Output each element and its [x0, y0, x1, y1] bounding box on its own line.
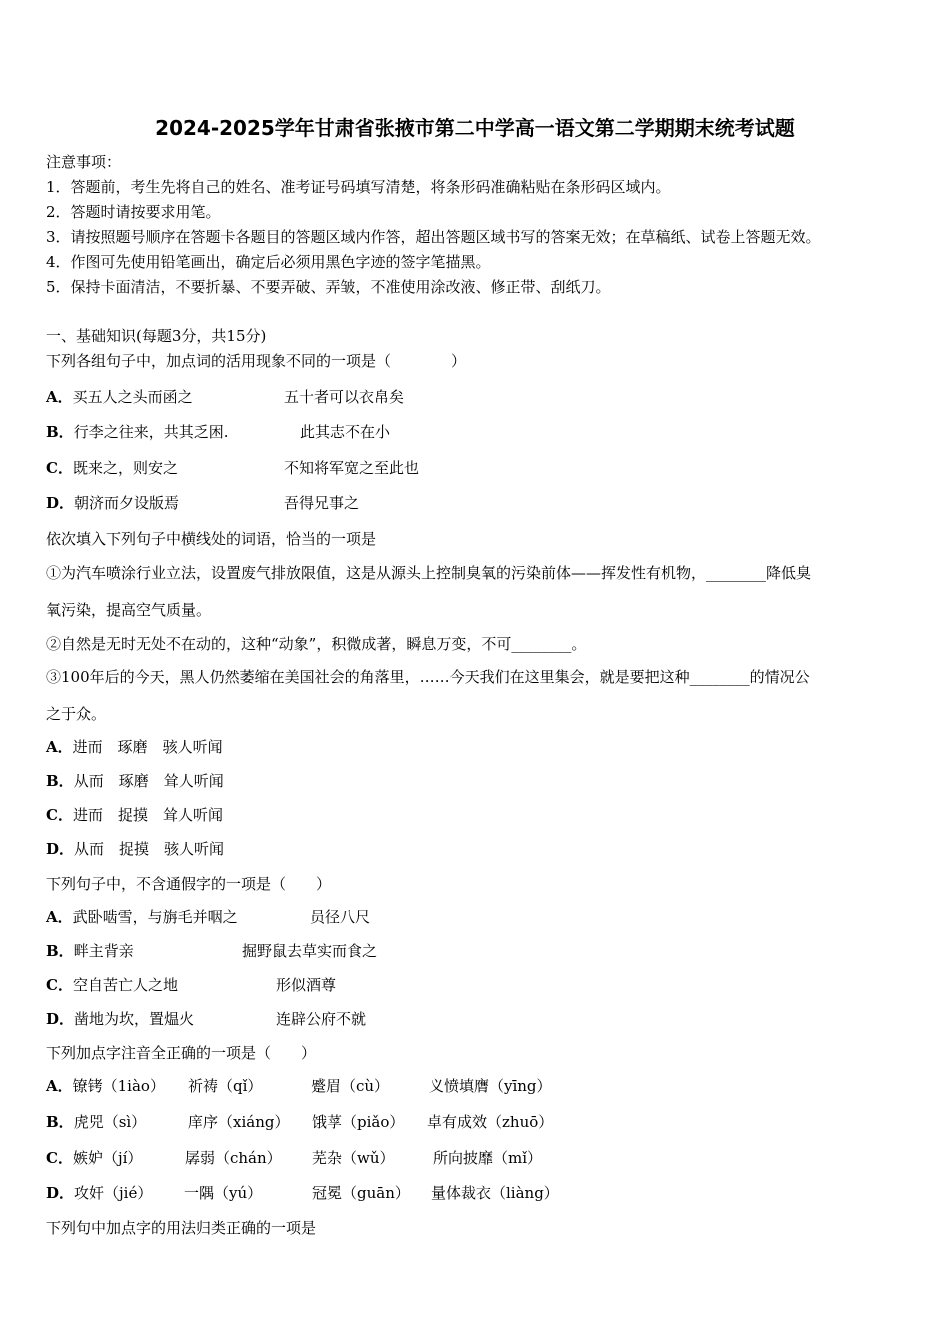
notice-item: 2．答题时请按要求用笔。 [46, 203, 221, 221]
notice-item: 4．作图可先使用铅笔画出，确定后必须用黑色字迹的签字笔描黑。 [46, 253, 491, 271]
option-text: 不知将军宽之至此也 [284, 459, 420, 477]
option-text: 武卧啮雪，与旃毛并咽之 [72, 908, 238, 926]
question-1-option-b [46, 422, 228, 442]
option-label: B． [46, 423, 74, 441]
option-label: B． [46, 772, 74, 790]
notice-item: 1．答题前，考生先将自己的姓名、准考证号码填写清楚，将条形码准确粘贴在条形码区域内。 [46, 178, 671, 196]
option-text: 从而 捉摸 骇人听闻 [74, 840, 225, 858]
option-text: 庠序（xiáng） [188, 1113, 290, 1131]
question-4-stem: 下列加点字注音全正确的一项是（ ） [46, 1044, 317, 1062]
option-label: B． [46, 942, 74, 960]
option-text: 饿莩（piǎo） [312, 1113, 405, 1131]
question-3-option-a [46, 907, 238, 927]
option-label: C． [46, 976, 73, 994]
question-5-stem: 下列句中加点字的用法归类正确的一项是 [46, 1219, 317, 1237]
question-1-option-a [46, 387, 193, 407]
option-label: D． [46, 1010, 75, 1028]
option-text: 蹙眉（cù） [311, 1077, 390, 1095]
option-text: 此其志不在小 [300, 423, 391, 441]
option-text: 一隅（yú） [184, 1184, 263, 1202]
option-text: 形似酒尊 [276, 976, 337, 994]
option-text: 所向披靡（mǐ） [433, 1149, 543, 1167]
option-text: 吾得兄事之 [284, 494, 360, 512]
option-text: 嫉妒（jí） [72, 1149, 143, 1167]
question-3-option-d [46, 1009, 194, 1029]
option-text: 孱弱（chán） [185, 1149, 282, 1167]
question-2-option-b [46, 771, 224, 791]
question-3-option-c [46, 975, 178, 995]
question-1-option-d [46, 493, 179, 513]
question-2-option-a [46, 737, 223, 757]
option-text: 冠冕（guān） [312, 1184, 410, 1202]
option-text: 凿地为坎，置煴火 [74, 1010, 195, 1028]
option-text: 从而 琢磨 耸人听闻 [73, 772, 224, 790]
option-text: 员径八尺 [310, 908, 371, 926]
page-title: 2024-2025学年甘肃省张掖市第二中学高一语文第二学期期末统考试题 [155, 116, 795, 140]
option-text: 进而 捉摸 耸人听闻 [72, 806, 223, 824]
option-text: 畔主背亲 [73, 942, 134, 960]
option-label: A． [46, 388, 73, 406]
option-text: 行李之往来，共其乏困. [73, 423, 229, 441]
option-text: 空自苦亡人之地 [72, 976, 178, 994]
option-label: A． [46, 738, 73, 756]
question-4-option-d [46, 1183, 152, 1203]
option-text: 镣铐（1iào） [72, 1077, 165, 1095]
option-label: C． [46, 1149, 73, 1167]
notice-item: 5．保持卡面清洁，不要折暴、不要弄破、弄皱，不准使用涂改液、修正带、刮纸刀。 [46, 278, 611, 296]
question-1-option-c [46, 458, 178, 478]
option-label: D． [46, 840, 75, 858]
option-text: 掘野鼠去草实而食之 [242, 942, 378, 960]
option-text: 卓有成效（zhuō） [427, 1113, 554, 1131]
option-label: C． [46, 806, 73, 824]
option-label: A． [46, 908, 73, 926]
question-3-stem: 下列句子中，不含通假字的一项是（ ） [46, 875, 332, 893]
option-text: 五十者可以衣帛矣 [284, 388, 405, 406]
option-label: C． [46, 459, 73, 477]
question-3-option-b [46, 941, 134, 961]
option-text: 攻奸（jié） [74, 1184, 153, 1202]
question-2-sentence-3: ③100年后的今天，黑人仍然萎缩在美国社会的角落里，……今天我们在这里集会，就是要把这种________的情况公 [46, 668, 810, 686]
option-text: 祈祷（qǐ） [188, 1077, 263, 1095]
question-4-option-c [46, 1148, 142, 1168]
question-2-sentence-1: ①为汽车喷涂行业立法，设置废气排放限值，这是从源头上控制臭氧的污染前体——挥发性有机物，________降低臭 [46, 564, 812, 582]
option-label: D． [46, 1184, 75, 1202]
option-text: 义愤填膺（yīng） [429, 1077, 552, 1095]
section-heading: 一、基础知识(每题3分，共15分) [46, 327, 267, 345]
question-2-option-c [46, 805, 223, 825]
notice-item: 3．请按照题号顺序在答题卡各题目的答题区域内作答，超出答题区域书写的答案无效；在草稿纸、试卷上答题无效。 [46, 228, 821, 246]
option-text: 买五人之头而函之 [72, 388, 193, 406]
option-text: 虎兕（sì） [73, 1113, 147, 1131]
option-text: 进而 琢磨 骇人听闻 [72, 738, 223, 756]
option-text: 芜杂（wǔ） [312, 1149, 395, 1167]
question-1-stem: 下列各组句子中，加点词的活用现象不同的一项是（ ） [46, 352, 467, 370]
option-text: 既来之，则安之 [72, 459, 178, 477]
option-label: B． [46, 1113, 74, 1131]
option-label: A． [46, 1077, 73, 1095]
question-2-sentence-3-cont: 之于众。 [46, 705, 107, 723]
option-text: 连辟公府不就 [276, 1010, 367, 1028]
question-2-sentence-1-cont: 氧污染，提高空气质量。 [46, 601, 212, 619]
question-2-stem: 依次填入下列句子中横线处的词语，恰当的一项是 [46, 530, 377, 548]
question-4-option-a [46, 1076, 165, 1096]
notice-heading: 注意事项： [46, 153, 122, 171]
question-4-option-b [46, 1112, 146, 1132]
option-text: 朝济而夕设版焉 [74, 494, 180, 512]
option-text: 量体裁衣（liàng） [431, 1184, 559, 1202]
question-2-sentence-2: ②自然是无时无处不在动的，这种“动象”，积微成著，瞬息万变，不可________。 [46, 635, 587, 653]
question-2-option-d [46, 839, 224, 859]
option-label: D． [46, 494, 75, 512]
